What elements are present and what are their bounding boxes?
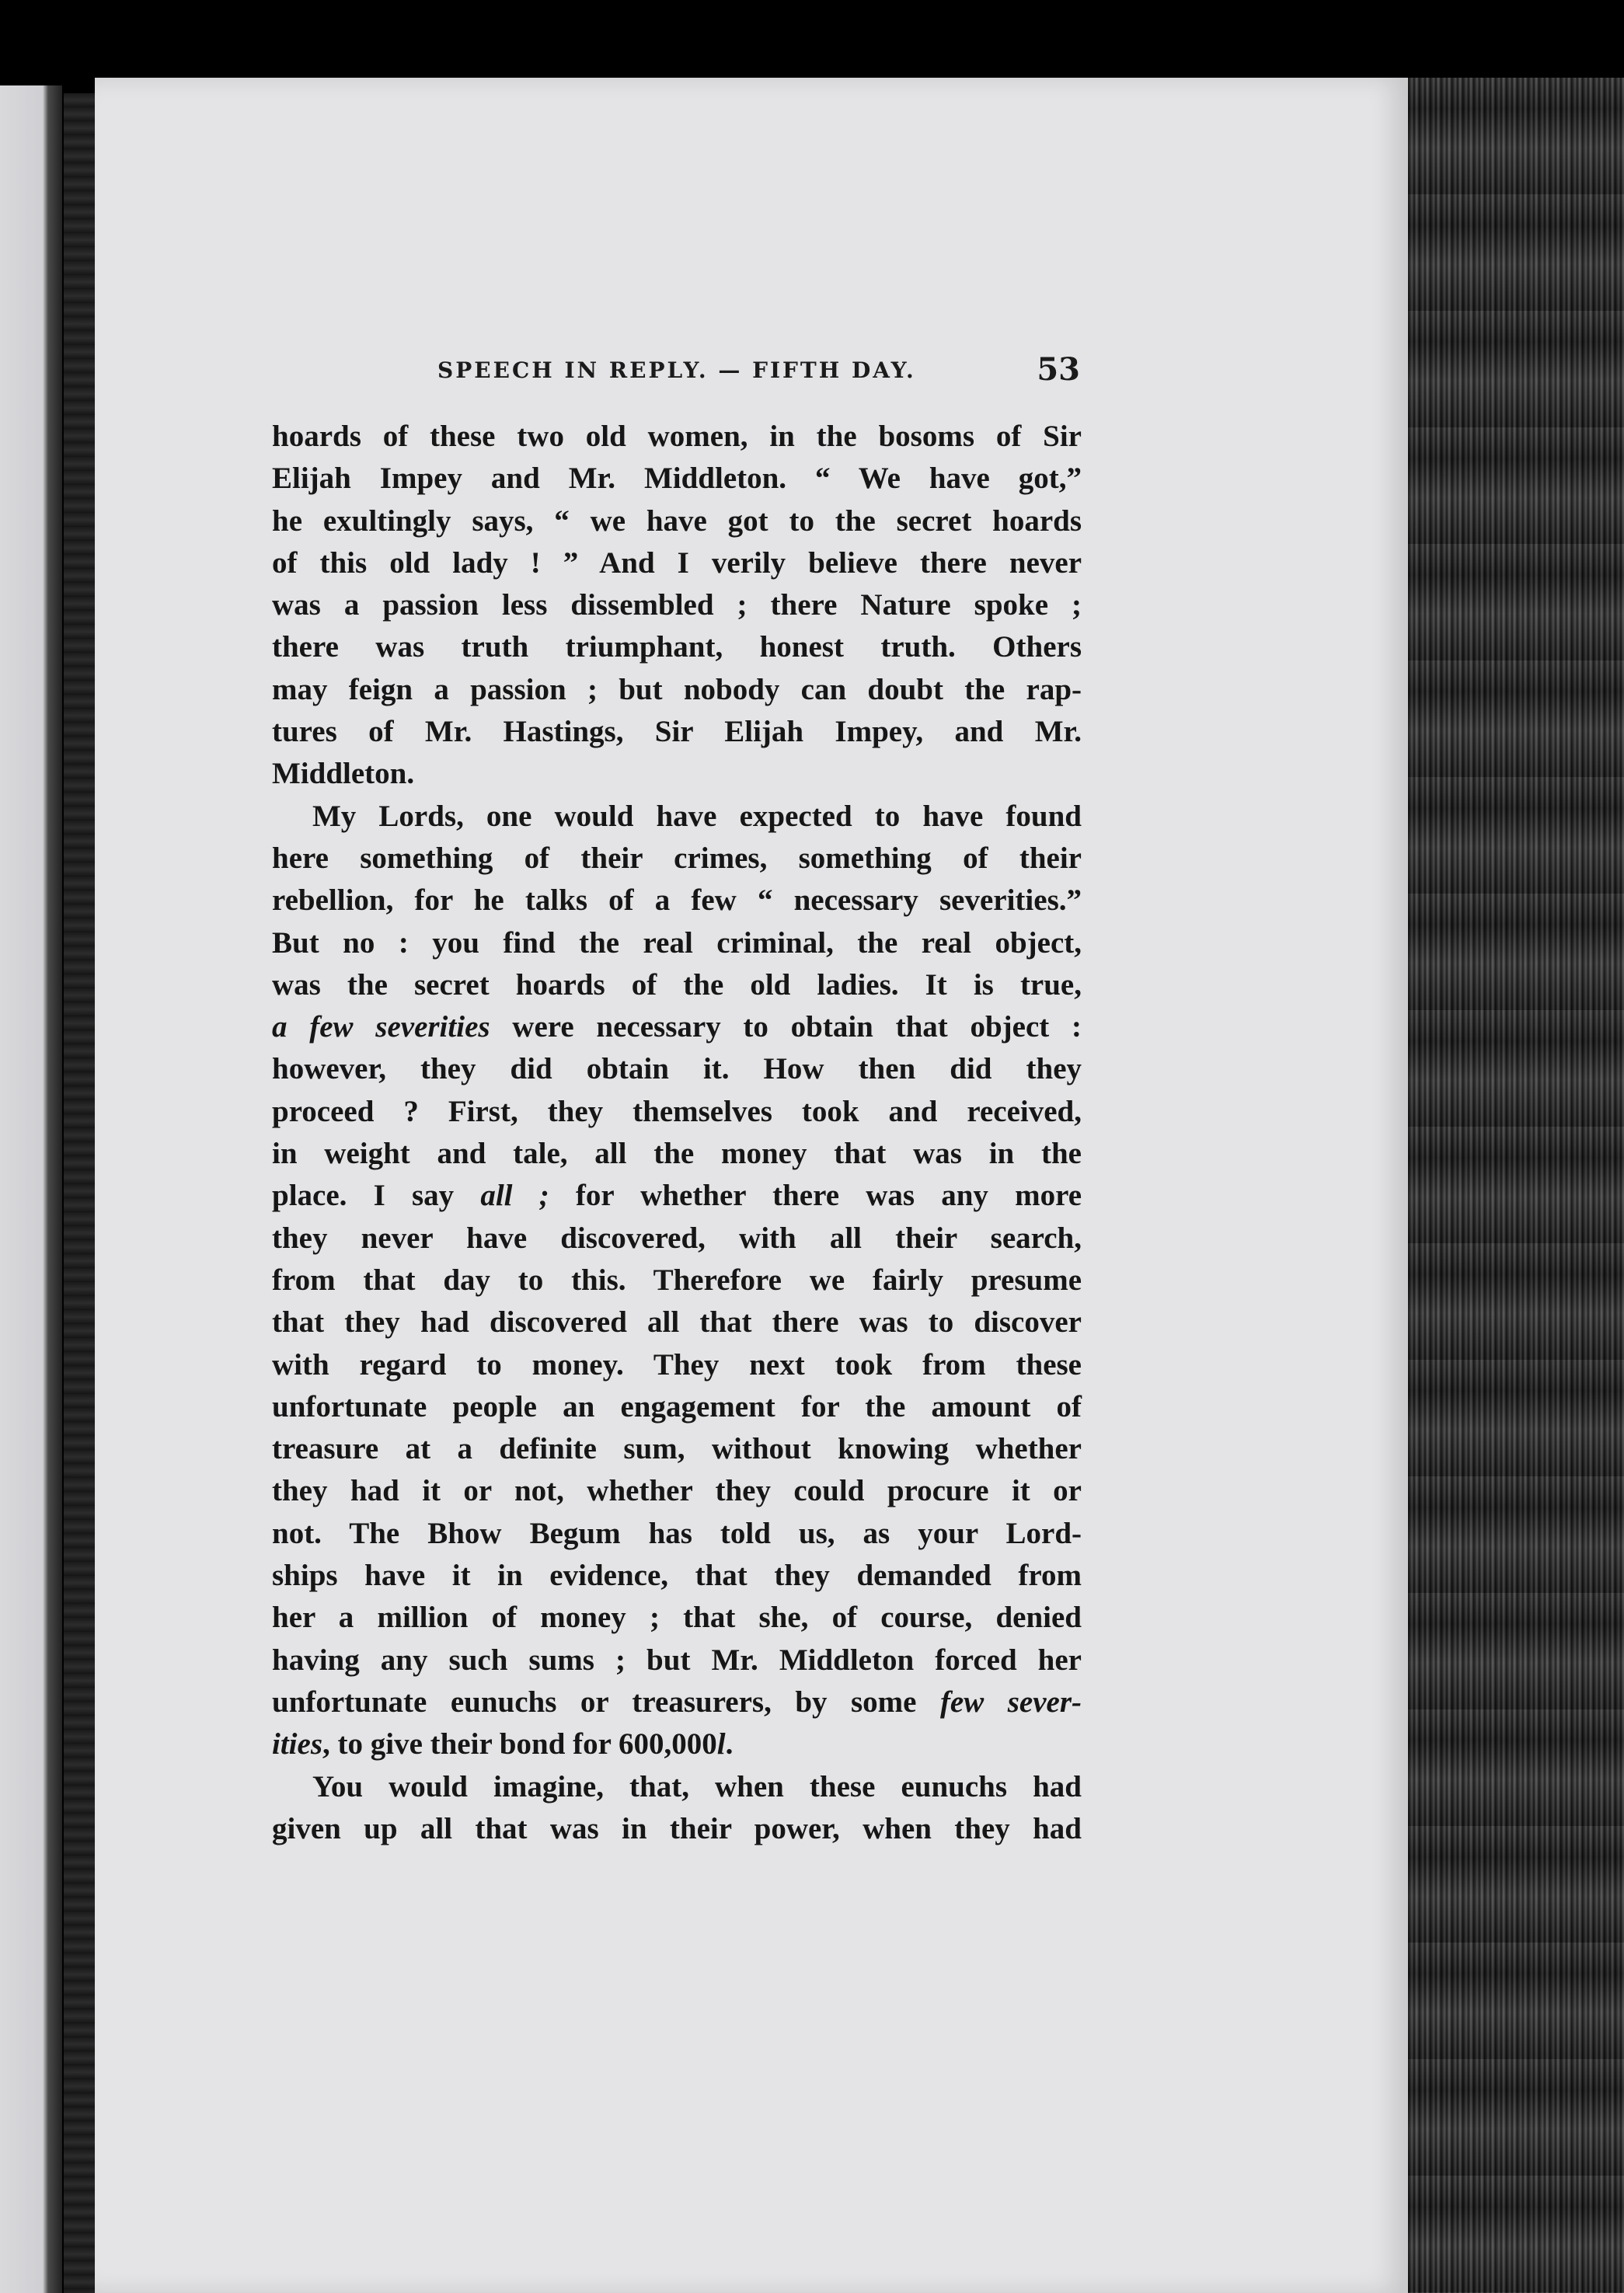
text-line: he exultingly says, “ we have got to the secret hoards [272, 504, 1082, 538]
text-line: unfortunate people an engagement for the amount of [272, 1389, 1082, 1424]
text-line: a few severities were necessary to obtain that object : [272, 1010, 1082, 1044]
text-line: with regard to money. They next took from these [272, 1347, 1082, 1382]
text-line: was the secret hoards of the old ladies. It is true, [272, 967, 1082, 1002]
page-number: 53 [1037, 351, 1080, 388]
text-line: was a passion less dissembled ; there Nature spoke ; [272, 588, 1082, 622]
running-head-title: SPEECH IN REPLY. — FIFTH DAY. [437, 357, 916, 383]
text-line: that they had discovered all that there was to discover [272, 1305, 1082, 1340]
text-line: in weight and tale, all the money that was in the [272, 1137, 1082, 1171]
page-block-edges [1408, 78, 1624, 2293]
body-text [272, 416, 1082, 1850]
text-line: not. The Bhow Begum has told us, as your Lord- [272, 1516, 1082, 1550]
text-line: hoards of these two old women, in the bosoms of Sir [272, 420, 1082, 453]
facing-page-edge [0, 85, 62, 2293]
text-line: Elijah Impey and Mr. Middleton. “ We have got,” [272, 462, 1082, 496]
text-line: treasure at a definite sum, without knowing whether [272, 1432, 1082, 1466]
text-line: may feign a passion ; but nobody can doubt the rap- [272, 672, 1082, 706]
text-line: You would imagine, that, when these eunuchs had [312, 1769, 1082, 1803]
running-head [268, 351, 1080, 398]
text-line: from that day to this. Therefore we fairly presume [272, 1263, 1082, 1297]
text-line: they never have discovered, with all their search, [272, 1221, 1082, 1255]
text-line: Middleton. [272, 757, 415, 791]
text-line: having any such sums ; but Mr. Middleton forced her [272, 1643, 1082, 1677]
text-line: of this old lady ! ” And I verily believe there never [272, 545, 1082, 580]
text-line: they had it or not, whether they could procure it or [272, 1474, 1082, 1508]
text-line: But no : you find the real criminal, the real object, [272, 925, 1082, 960]
text-line: rebellion, for he talks of a few “ necessary severities.” [272, 883, 1082, 918]
text-line: tures of Mr. Hastings, Sir Elijah Impey, and Mr. [272, 715, 1082, 749]
text-line: given up all that was in their power, when they had [272, 1811, 1082, 1845]
text-line: My Lords, one would have expected to have found [312, 799, 1082, 833]
text-line: here something of their crimes, something of their [272, 841, 1082, 875]
text-line: however, they did obtain it. How then did they [272, 1052, 1082, 1086]
text-line: ities, to give their bond for 600,000l. [272, 1727, 734, 1762]
book-gutter [64, 93, 95, 2293]
text-line: there was truth triumphant, honest truth. Others [272, 630, 1082, 664]
text-line: ships have it in evidence, that they demanded from [272, 1559, 1082, 1593]
text-line: place. I say all ; for whether there was any more [272, 1179, 1082, 1213]
text-line: unfortunate eunuchs or treasurers, by some few sever- [272, 1685, 1082, 1719]
text-line: her a million of money ; that she, of course, denied [272, 1601, 1082, 1635]
text-line: proceed ? First, they themselves took and received, [272, 1094, 1082, 1128]
